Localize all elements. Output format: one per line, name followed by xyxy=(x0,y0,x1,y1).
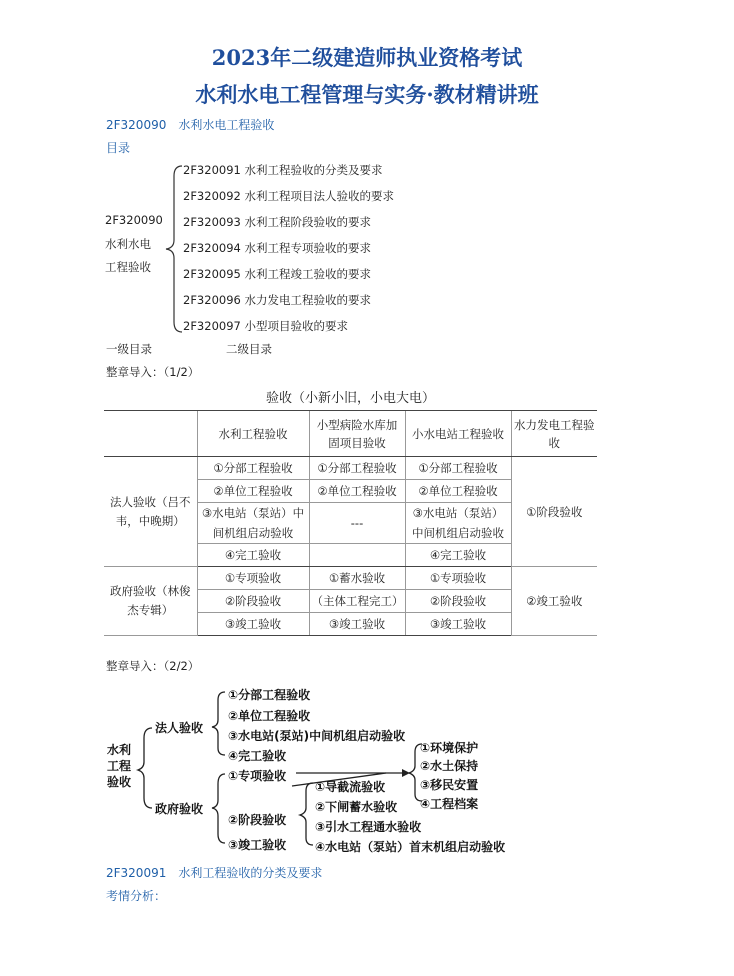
gov-item: ①专项验收 xyxy=(228,769,287,783)
toc-parent-code: 2F320090 xyxy=(105,213,163,227)
stage-item: ②下闸蓄水验收 xyxy=(315,800,398,814)
table-cell: ①分部工程验收 xyxy=(309,457,405,480)
toc-item: 2F320096 水力发电工程验收的要求 xyxy=(183,293,371,307)
table-header: 小型病险水库加固项目验收 xyxy=(309,411,405,457)
group-label-legal: 法人验收（吕不韦，中晚期） xyxy=(104,457,197,567)
table-cell: ②阶段验收 xyxy=(197,590,309,613)
table-cell: ①分部工程验收 xyxy=(197,457,309,480)
intro-heading-2: 整章导入：（2/2） xyxy=(106,659,200,673)
table-cell: ①分部工程验收 xyxy=(405,457,511,480)
branch-legal: 法人验收 xyxy=(155,721,204,735)
table-cell: ②阶段验收 xyxy=(405,590,511,613)
legal-item: ②单位工程验收 xyxy=(228,709,311,723)
table-cell: ②单位工程验收 xyxy=(405,480,511,503)
table-caption: 验收（小新小旧，小电大电） xyxy=(104,388,597,411)
stage-item: ③引水工程通水验收 xyxy=(315,820,422,834)
branch-gov: 政府验收 xyxy=(155,802,204,816)
table-cell: ②单位工程验收 xyxy=(309,480,405,503)
subsection-heading: 2F320091 水利工程验收的分类及要求 xyxy=(106,866,323,880)
stage-item: ④水电站（泵站）首末机组启动验收 xyxy=(315,840,506,854)
table-cell-hydro: ①阶段验收 xyxy=(511,457,597,567)
special-item: ②水土保持 xyxy=(420,759,479,773)
table-cell-hydro: ②竣工验收 xyxy=(511,567,597,636)
analysis-label: 考情分析： xyxy=(106,889,167,903)
section-heading: 2F320090 水利水电工程验收 xyxy=(106,118,275,132)
table-cell xyxy=(309,544,405,567)
toc-parent-name-line2: 工程验收 xyxy=(105,260,151,274)
level2-label: 二级目录 xyxy=(226,342,272,356)
stage-item: ①导截流验收 xyxy=(315,780,386,794)
table-cell: ①专项验收 xyxy=(405,567,511,590)
toc-item: 2F320095 水利工程竣工验收的要求 xyxy=(183,267,371,281)
group-label-gov: 政府验收（林俊杰专辑） xyxy=(104,567,197,636)
table-cell: ①蓄水验收 xyxy=(309,567,405,590)
table-cell: ③水电站（泵站）中间机组启动验收 xyxy=(405,503,511,544)
mindmap-root-line1: 水利 xyxy=(107,743,132,757)
toc-label: 目录 xyxy=(106,141,131,155)
mindmap-root-line3: 验收 xyxy=(107,775,132,789)
intro-heading-1: 整章导入：（1/2） xyxy=(106,365,200,379)
table-header: 小水电站工程验收 xyxy=(405,411,511,457)
table-cell: ③水电站（泵站）中间机组启动验收 xyxy=(197,503,309,544)
table-cell: ④完工验收 xyxy=(197,544,309,567)
table-corner xyxy=(104,411,197,457)
legal-item: ①分部工程验收 xyxy=(228,688,311,702)
table-cell: ③竣工验收 xyxy=(309,613,405,636)
toc-item: 2F320097 小型项目验收的要求 xyxy=(183,319,348,333)
acceptance-table xyxy=(104,388,597,636)
toc-item: 2F320091 水利工程验收的分类及要求 xyxy=(183,163,383,177)
gov-item: ③竣工验收 xyxy=(228,838,287,852)
level1-label: 一级目录 xyxy=(106,342,152,356)
toc-parent-name-line1: 水利水电 xyxy=(105,237,151,251)
table-cell: ①专项验收 xyxy=(197,567,309,590)
table-cell: ④完工验收 xyxy=(405,544,511,567)
gov-item: ②阶段验收 xyxy=(228,813,287,827)
table-cell: ③竣工验收 xyxy=(197,613,309,636)
doc-subtitle: 水利水电工程管理与实务·教材精讲班 xyxy=(195,82,539,107)
toc-item: 2F320094 水利工程专项验收的要求 xyxy=(183,241,371,255)
special-item: ①环境保护 xyxy=(420,741,479,755)
table-cell: ②单位工程验收 xyxy=(197,480,309,503)
toc-item: 2F320093 水利工程阶段验收的要求 xyxy=(183,215,371,229)
table-header: 水利工程验收 xyxy=(197,411,309,457)
doc-title: 2023年二级建造师执业资格考试 xyxy=(211,45,523,70)
special-item: ③移民安置 xyxy=(420,778,479,792)
legal-item: ③水电站(泵站)中间机组启动验收 xyxy=(228,729,406,743)
table-cell: ③竣工验收 xyxy=(405,613,511,636)
legal-item: ④完工验收 xyxy=(228,749,287,763)
table-cell: （主体工程完工） xyxy=(309,590,405,613)
special-item: ④工程档案 xyxy=(420,797,479,811)
mindmap-root-line2: 工程 xyxy=(107,759,132,773)
table-cell: --- xyxy=(309,503,405,544)
toc-item: 2F320092 水利工程项目法人验收的要求 xyxy=(183,189,394,203)
table-header: 水力发电工程验收 xyxy=(511,411,597,457)
